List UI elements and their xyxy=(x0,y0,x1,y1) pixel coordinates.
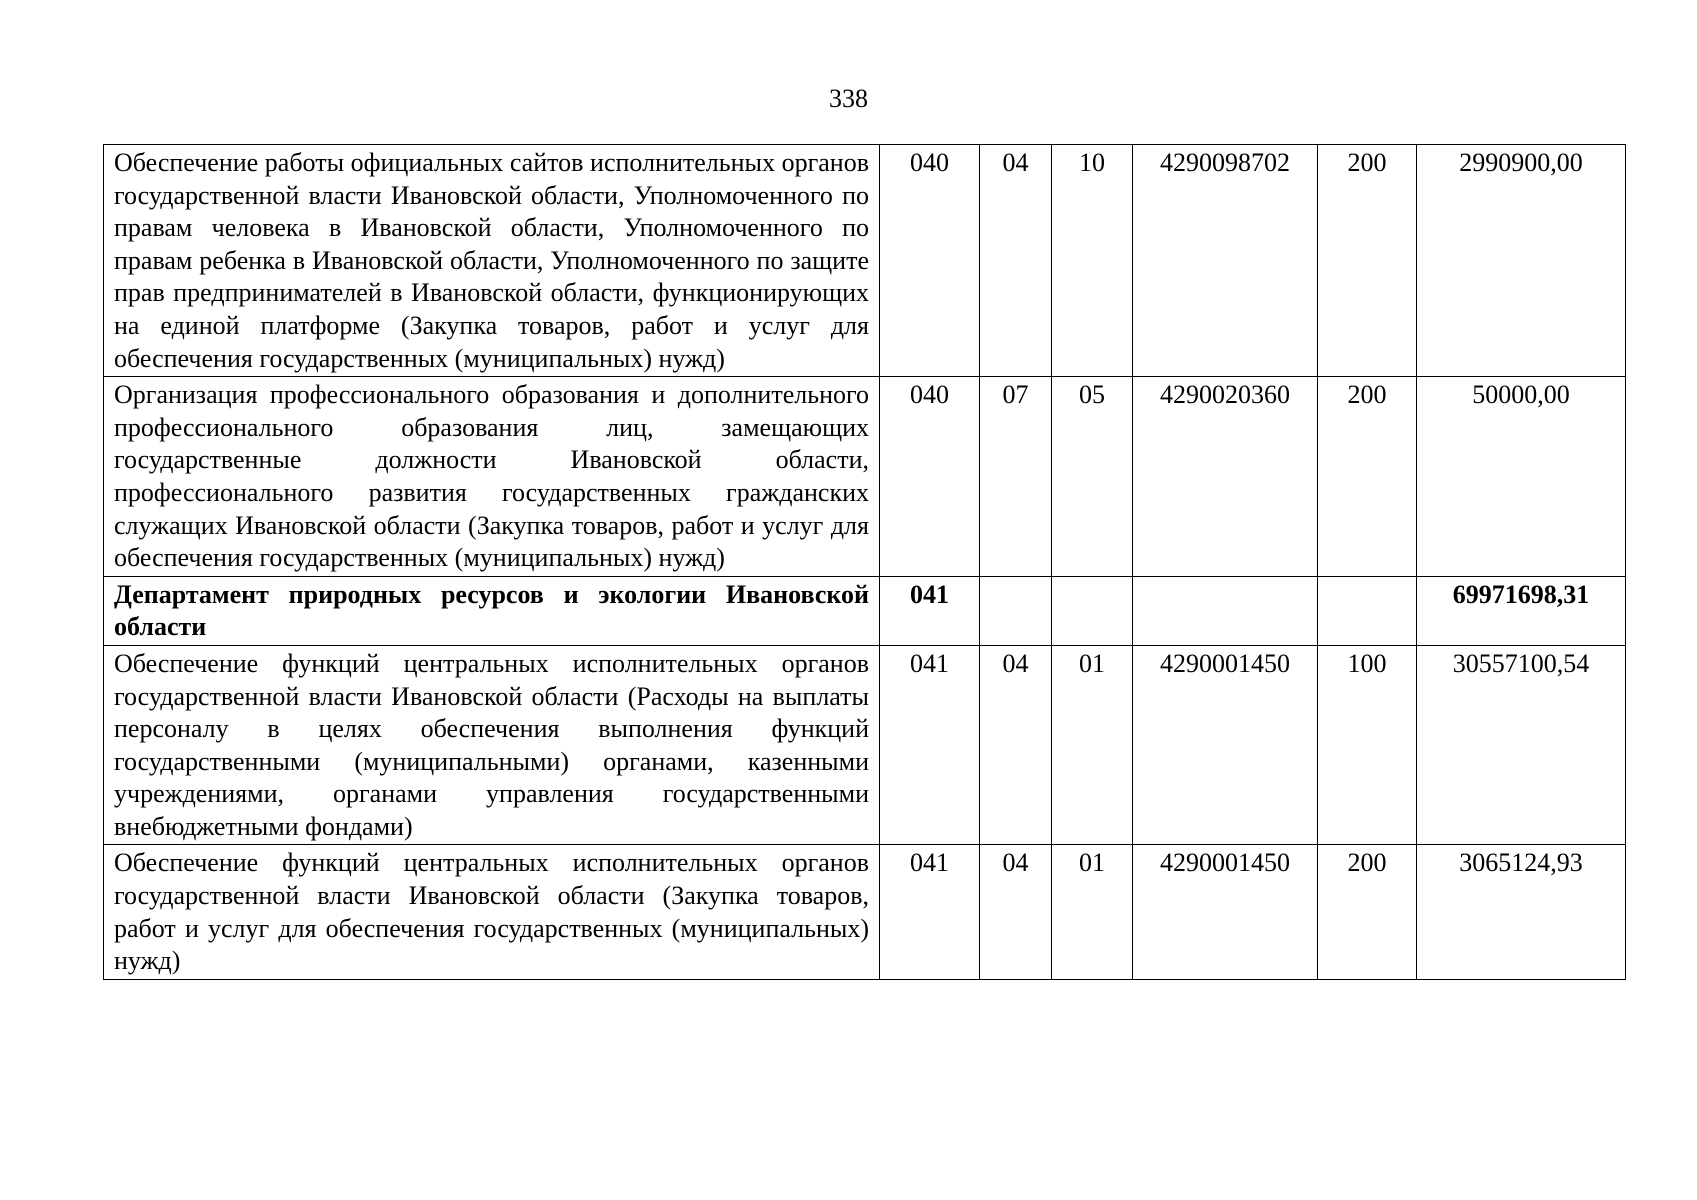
expense-type-code: 200 xyxy=(1318,377,1417,577)
department-name: Департамент природных ресурсов и экологии Ивановской области xyxy=(104,576,880,645)
subsection-code: 01 xyxy=(1052,645,1133,845)
amount: 2990900,00 xyxy=(1417,145,1626,377)
expense-type-code: 200 xyxy=(1318,845,1417,979)
row-description: Обеспечение функций центральных исполнительных органов государственной власти Ивановской области (Закупка товаров, работ и услуг для обеспечения государственных (муниципальных) нужд) xyxy=(104,845,880,979)
ministry-code: 040 xyxy=(880,377,980,577)
ministry-code: 040 xyxy=(880,145,980,377)
budget-table xyxy=(103,144,1626,980)
target-article-code: 4290098702 xyxy=(1133,145,1318,377)
subsection-code: 05 xyxy=(1052,377,1133,577)
section-code xyxy=(980,576,1052,645)
section-code: 04 xyxy=(980,845,1052,979)
target-article-code: 4290020360 xyxy=(1133,377,1318,577)
amount: 50000,00 xyxy=(1417,377,1626,577)
target-article-code xyxy=(1133,576,1318,645)
section-code: 04 xyxy=(980,645,1052,845)
subsection-code: 01 xyxy=(1052,845,1133,979)
department-total-amount: 69971698,31 xyxy=(1417,576,1626,645)
subsection-code xyxy=(1052,576,1133,645)
row-description: Обеспечение функций центральных исполнительных органов государственной власти Ивановской области (Расходы на выплаты персоналу в целях обеспечения выполнения функций государственными (муниципальными) органами, казенными учреждениями, органами управления государственными внебюджетными фондами) xyxy=(104,645,880,845)
section-code: 04 xyxy=(980,145,1052,377)
subsection-code: 10 xyxy=(1052,145,1133,377)
table-row xyxy=(104,645,1626,845)
page-number: 338 xyxy=(829,84,868,113)
row-description: Обеспечение работы официальных сайтов исполнительных органов государственной власти Ивановской области, Уполномоченного по правам человека в Ивановской области, Уполномоченного по правам ребенка в Ивановской области, Уполномоченного по защите прав предпринимателей в Ивановской области, функционирующих на единой платформе (Закупка товаров, работ и услуг для обеспечения государственных (муниципальных) нужд) xyxy=(104,145,880,377)
department-row xyxy=(104,576,1626,645)
section-code: 07 xyxy=(980,377,1052,577)
expense-type-code: 200 xyxy=(1318,145,1417,377)
target-article-code: 4290001450 xyxy=(1133,645,1318,845)
ministry-code: 041 xyxy=(880,645,980,845)
row-description: Организация профессионального образования и дополнительного профессионального образования лиц, замещающих государственные должности Ивановской области, профессионального развития государственных гражданских служащих Ивановской области (Закупка товаров, работ и услуг для обеспечения государственных (муниципальных) нужд) xyxy=(104,377,880,577)
amount: 3065124,93 xyxy=(1417,845,1626,979)
table-row xyxy=(104,377,1626,577)
ministry-code: 041 xyxy=(880,576,980,645)
target-article-code: 4290001450 xyxy=(1133,845,1318,979)
table-row xyxy=(104,845,1626,979)
expense-type-code xyxy=(1318,576,1417,645)
ministry-code: 041 xyxy=(880,845,980,979)
expense-type-code: 100 xyxy=(1318,645,1417,845)
amount: 30557100,54 xyxy=(1417,645,1626,845)
table-row xyxy=(104,145,1626,377)
